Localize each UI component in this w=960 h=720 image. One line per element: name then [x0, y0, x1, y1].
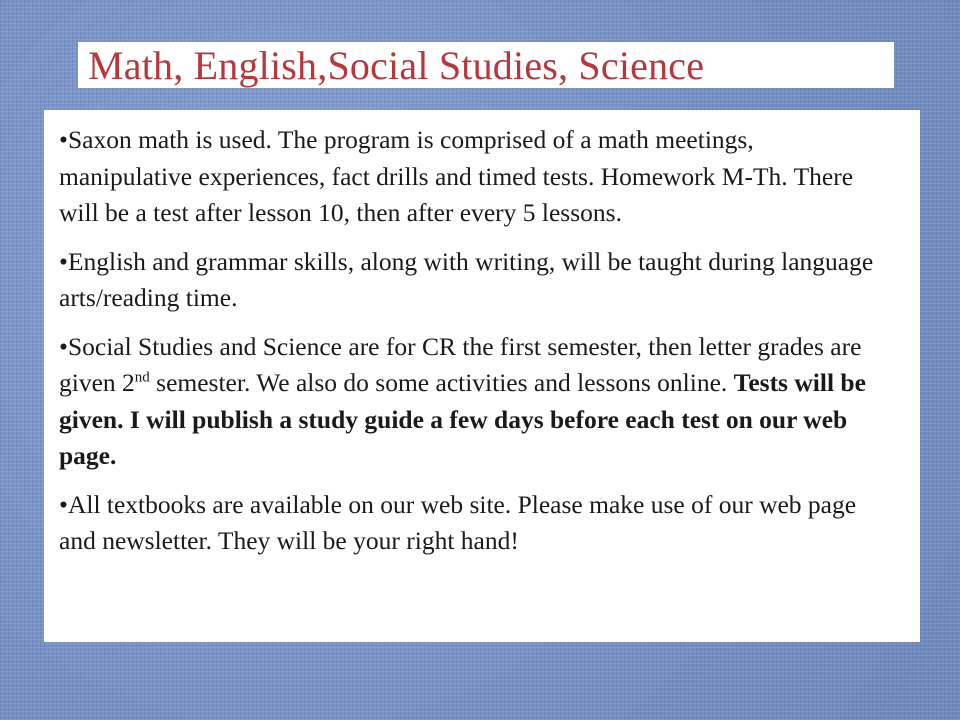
slide-title: Math, English,Social Studies, Science: [88, 43, 705, 88]
title-banner: [78, 42, 894, 88]
textbooks-text: All textbooks are available on our web site. Please make use of our web page and newsletter. They will be your right hand!: [59, 489, 857, 555]
bullet-marker: •: [59, 489, 68, 519]
bullet-marker: •: [59, 331, 68, 361]
ordinal-superscript: nd: [134, 369, 150, 386]
bullet-math: [59, 122, 892, 232]
english-text: English and grammar skills, along with writing, will be taught during language arts/reading time.: [59, 246, 874, 312]
tests-notice: Tests will be given. I will publish a study guide a few days before each test on our web page.: [59, 368, 866, 470]
bullet-marker: •: [59, 125, 68, 154]
bullet-textbooks: [59, 487, 892, 560]
bullet-marker: •: [59, 246, 68, 276]
content-panel: [44, 110, 920, 642]
math-text: Saxon math is used. The program is comprised of a math meetings, manipulative experiences, fact drills and timed tests. Homework M-Th. There will be a test after lesson 10, then after every 5 lessons.: [59, 125, 854, 227]
social-text-part2: semester. We also do some activities and lessons online.: [149, 368, 734, 397]
bullet-english: [59, 244, 892, 317]
bullet-social-science: [59, 329, 892, 475]
social-text-part1: Social Studies and Science are for CR the first semester, then letter grades are given 2: [59, 331, 862, 397]
